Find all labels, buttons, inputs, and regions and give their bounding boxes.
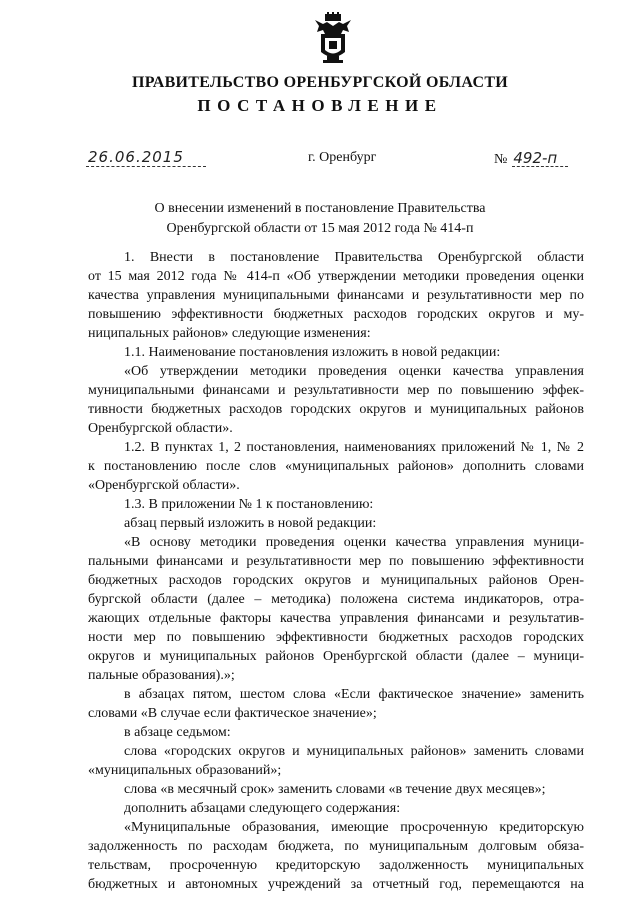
body-line: «Об утверждении методики проведения оценки качества управления xyxy=(124,364,584,379)
title-line-1: О внесении изменений в постановление Правительства xyxy=(154,201,486,216)
body-line: 1.3. В приложении № 1 к постановлению: xyxy=(124,497,374,512)
body-line: тивности бюджетных расходов городских округов и муниципальных районов xyxy=(88,402,584,417)
coat-of-arms-icon xyxy=(313,12,353,64)
body-line: 1.1. Наименование постановления изложить в новой редакции: xyxy=(124,345,501,360)
body-line: качества управления муниципальными финансами и результативности мер по xyxy=(88,288,584,303)
body-line: слова «городских округов и муниципальных районов» заменить словами xyxy=(124,744,584,759)
document-body xyxy=(88,248,584,894)
body-line: «Оренбургской области». xyxy=(88,478,240,493)
body-line: округов и муниципальных районов Оренбургской области (далее – муници- xyxy=(88,649,584,664)
document-type: ПОСТАНОВЛЕНИЕ xyxy=(197,96,443,115)
body-line: бургской области (далее – методика) положена система индикаторов, отра- xyxy=(88,592,584,607)
body-line: ности мер по повышению эффективности бюджетных расходов городских xyxy=(88,630,584,645)
number-value: 492-п xyxy=(513,149,558,167)
title-line-2: Оренбургской области от 15 мая 2012 года № 414-п xyxy=(166,221,474,236)
body-line: 1.2. В пунктах 1, 2 постановления, наименованиях приложений № 1, № 2 xyxy=(124,440,584,455)
body-line: пальные образования).»; xyxy=(88,668,235,683)
body-line: «Муниципальные образования, имеющие просроченную кредиторскую xyxy=(124,820,584,835)
body-line: пальными финансами и результативности мер по повышению эффективности xyxy=(88,554,584,569)
body-line: «В основу методики проведения оценки качества управления муници- xyxy=(124,535,584,550)
body-line: к постановлению после слов «муниципальных районов» дополнить словами xyxy=(88,459,584,474)
document-date: 26.06.2015 xyxy=(88,148,184,166)
body-line: «муниципальных образований»; xyxy=(88,763,282,778)
body-line: бюджетных и автономных учреждений за отчетный год, перемещаются на xyxy=(88,877,584,892)
body-line: жающих отдельные факторы качества управления финансами и результатив- xyxy=(88,611,584,626)
body-line: тельствам, просроченную кредиторскую задолженность муниципальных xyxy=(88,858,584,873)
body-line: повышению эффективности бюджетных расходов городских округов и му- xyxy=(88,307,584,322)
document-title xyxy=(120,199,520,239)
body-line: дополнить абзацами следующего содержания: xyxy=(124,801,401,816)
body-line: ниципальных районов» следующие изменения: xyxy=(88,326,371,341)
body-line: бюджетных расходов городских округов и муниципальных районов Орен- xyxy=(88,573,584,588)
body-line: от 15 мая 2012 года № 414-п «Об утверждении методики проведения оценки xyxy=(88,269,584,284)
government-name: ПРАВИТЕЛЬСТВО ОРЕНБУРГСКОЙ ОБЛАСТИ xyxy=(131,74,509,91)
body-line: муниципальными финансами и результативности мер по повышению эффек- xyxy=(88,383,584,398)
body-line: 1. Внести в постановление Правительства Оренбургской области xyxy=(124,250,584,265)
number-underline xyxy=(512,166,568,167)
body-line: Оренбургской области». xyxy=(88,421,233,436)
body-line: задолженность по расходам бюджета, по муниципальным долговым обяза- xyxy=(88,839,584,854)
document-city: г. Оренбург xyxy=(308,150,377,165)
body-line: в абзаце седьмом: xyxy=(124,725,231,740)
body-line: словами «В случае если фактическое значение»; xyxy=(88,706,377,721)
date-underline xyxy=(86,166,206,167)
number-label: № xyxy=(494,152,508,167)
body-line: слова «в месячный срок» заменить словами «в течение двух месяцев»; xyxy=(124,782,546,797)
body-line: в абзацах пятом, шестом слова «Если фактическое значение» заменить xyxy=(124,687,584,702)
body-line: абзац первый изложить в новой редакции: xyxy=(124,516,377,531)
